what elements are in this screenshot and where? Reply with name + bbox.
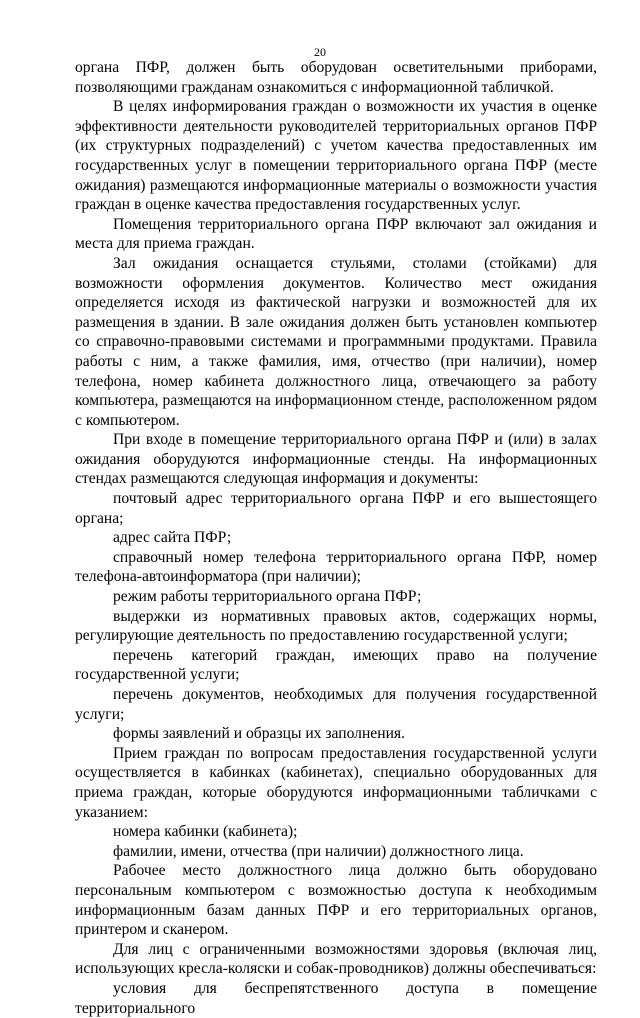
paragraph-disabilities: Для лиц с ограниченными возможностями здоровья (включая лиц, использующих кресла-коляски и собак-проводников) должны обеспечиваться:: [75, 940, 597, 978]
list-item-official-name: фамилии, имени, отчества (при наличии) должностного лица.: [113, 842, 524, 860]
body-text: [75, 58, 597, 1018]
list-item-documents: перечень документов, необходимых для получения государственной услуги;: [75, 686, 597, 723]
list-item-website: адрес сайта ПФР;: [113, 529, 232, 547]
paragraph-waiting-hall: Зал ожидания оснащается стульями, столами (стойками) для возможности оформления документов. Количество мест ожидания определяется исходя из фактической нагрузки и возможностей для их размещения в здании. В зале ожидания должен быть установлен компьютер со справочно-правовыми системами и программными продуктами. Правила работы с ним, а также фамилия, имя, отчество (при наличии), номер телефона, номер кабинета должностного лица, отвечающего за работу компьютера, размещаются на информационном стенде, расположенном рядом с компьютером.: [75, 254, 597, 429]
paragraph-info-stands: При входе в помещение территориального органа ПФР и (или) в залах ожидания оборудуются информационные стенды. На информационных стендах размещаются следующая информация и документы:: [75, 431, 597, 488]
paragraph-workplace: Рабочее место должностного лица должно быть оборудовано персональным компьютером с возможностью доступа к необходимым информационным базам данных ПФР и его территориальных органов, принтером и сканером.: [75, 862, 597, 939]
list-item-postal-address: почтовый адрес территориального органа ПФР и его вышестоящего органа;: [75, 490, 597, 527]
paragraph-continuation: органа ПФР, должен быть оборудован осветительными приборами, позволяющими гражданам ознакомиться с информационной табличкой.: [75, 59, 597, 96]
paragraph-reception: Прием граждан по вопросам предоставления государственной услуги осуществляется в кабинках (кабинетах), специально оборудованных для приема граждан, которые оборудуются информационными табличками с указанием:: [75, 744, 597, 821]
page-number: 20: [314, 45, 326, 59]
list-item-citizen-categories: перечень категорий граждан, имеющих право на получение государственной услуги;: [75, 646, 597, 684]
paragraph-access-conditions: условия для беспрепятственного доступа в помещение территориального: [75, 979, 597, 1017]
list-item-legal-extracts: выдержки из нормативных правовых актов, содержащих нормы, регулирующие деятельность по предоставлению государственной услуги;: [75, 607, 597, 645]
list-item-cabin-number: номера кабинки (кабинета);: [113, 823, 298, 841]
list-item-working-hours: режим работы территориального органа ПФР;: [113, 588, 422, 606]
paragraph-evaluation-info: В целях информирования граждан о возможности их участия в оценке эффективности деятельности руководителей территориальных органов ПФР (их структурных подразделений) с учетом качества предоставленных им государственных услуг в помещении территориального органа ПФР (месте ожидания) размещаются информационные материалы о возможности участия граждан в оценке качества предоставления государственных услуг.: [75, 98, 597, 214]
list-item-phone: справочный номер телефона территориального органа ПФР, номер телефона-автоинформатора (при наличии);: [75, 548, 597, 586]
paragraph-premises: Помещения территориального органа ПФР включают зал ожидания и места для приема граждан.: [75, 215, 597, 253]
list-item-forms: формы заявлений и образцы их заполнения.: [113, 725, 405, 743]
